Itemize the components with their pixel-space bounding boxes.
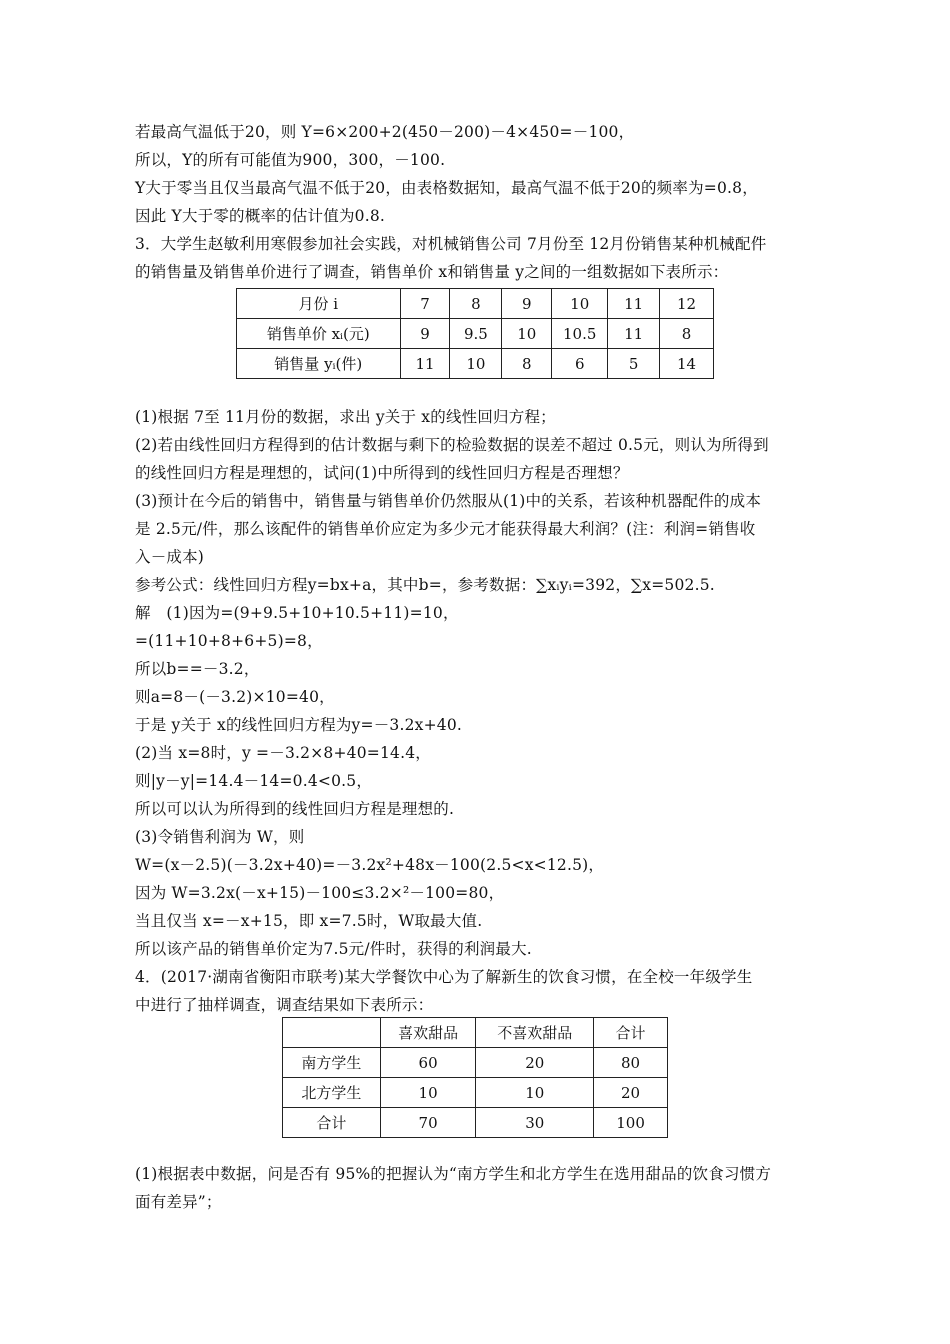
table-cell: 7 bbox=[400, 289, 450, 319]
table-cell: 8 bbox=[660, 319, 714, 349]
text-line: (3)预计在今后的销售中，销售量与销售单价仍然服从(1)中的关系，若该种机器配件的成本 bbox=[135, 492, 762, 510]
table-row bbox=[237, 319, 714, 349]
text-line: 的线性回归方程是理想的，试问(1)中所得到的线性回归方程是否理想？ bbox=[135, 464, 629, 482]
text-line: 的销售量及销售单价进行了调查，销售单价 x和销售量 y之间的一组数据如下表所示： bbox=[135, 263, 729, 281]
table-cell: 月份 i bbox=[237, 289, 401, 319]
table-cell: 6 bbox=[552, 349, 608, 379]
table-cell: 10 bbox=[552, 289, 608, 319]
solution-line: 解 (1)因为=(9+9.5+10+10.5+11)=10， bbox=[135, 604, 459, 622]
table-cell: 8 bbox=[450, 289, 502, 319]
solution-line: (2)当 x=8时，y =－3.2×8+40=14.4， bbox=[135, 744, 431, 762]
table-cell: 12 bbox=[660, 289, 714, 319]
table-cell: 10 bbox=[502, 319, 552, 349]
text-line: 入－成本) bbox=[135, 548, 205, 566]
table-row bbox=[237, 349, 714, 379]
table-cell: 14 bbox=[660, 349, 714, 379]
problem-3-heading: 3．大学生赵敏利用寒假参加社会实践，对机械销售公司 7月份至 12月份销售某种机械配件 bbox=[135, 235, 767, 253]
solution-line: (3)令销售利润为 W，则 bbox=[135, 828, 305, 846]
table-cell: 11 bbox=[608, 319, 660, 349]
text-line: 中进行了抽样调查，调查结果如下表所示： bbox=[135, 996, 434, 1014]
table-cell: 10 bbox=[380, 1078, 476, 1108]
text-line: 是 2.5元/件，那么该配件的销售单价应定为多少元才能获得最大利润？(注：利润=销售收 bbox=[135, 520, 756, 538]
solution-line: 于是 y关于 x的线性回归方程为y=－3.2x+40. bbox=[135, 716, 463, 734]
table-cell: 5 bbox=[608, 349, 660, 379]
table-cell: 20 bbox=[594, 1078, 668, 1108]
table-cell: 20 bbox=[476, 1048, 594, 1078]
sales-data-table bbox=[236, 288, 714, 379]
table-cell: 11 bbox=[400, 349, 450, 379]
text-line: 因此 Y大于零的概率的估计值为0.8. bbox=[135, 207, 386, 225]
solution-line: 所以b==－3.2， bbox=[135, 660, 260, 678]
text-line: 面有差异”； bbox=[135, 1193, 222, 1211]
table-cell: 10.5 bbox=[552, 319, 608, 349]
table-cell: 10 bbox=[476, 1078, 594, 1108]
solution-line: 当且仅当 x=－x+15，即 x=7.5时，W取最大值. bbox=[135, 912, 483, 930]
table-cell: 100 bbox=[594, 1108, 668, 1138]
text-line: (1)根据 7至 11月份的数据，求出 y关于 x的线性回归方程； bbox=[135, 408, 556, 426]
solution-line: 所以该产品的销售单价定为7.5元/件时，获得的利润最大. bbox=[135, 940, 532, 958]
solution-line: 所以可以认为所得到的线性回归方程是理想的. bbox=[135, 800, 455, 818]
solution-line: 则a=8－(－3.2)×10=40， bbox=[135, 688, 335, 706]
table-cell: 11 bbox=[608, 289, 660, 319]
table-cell: 南方学生 bbox=[283, 1048, 381, 1078]
solution-line: =(11+10+8+6+5)=8， bbox=[135, 632, 323, 650]
table-cell bbox=[283, 1018, 381, 1048]
table-cell: 9 bbox=[502, 289, 552, 319]
table-cell: 8 bbox=[502, 349, 552, 379]
text-line: 所以，Y的所有可能值为900，300，－100. bbox=[135, 151, 446, 169]
table-cell: 合计 bbox=[594, 1018, 668, 1048]
text-line: 若最高气温低于20，则 Y=6×200+2(450－200)－4×450=－100， bbox=[135, 123, 635, 141]
table-cell: 销售单价 xᵢ(元) bbox=[237, 319, 401, 349]
table-cell: 9 bbox=[400, 319, 450, 349]
table-cell: 不喜欢甜品 bbox=[476, 1018, 594, 1048]
solution-line: W=(x－2.5)(－3.2x+40)=－3.2x²+48x－100(2.5<x<12.5)， bbox=[135, 856, 605, 874]
reference-formula: 参考公式：线性回归方程y=bx+a，其中b=，参考数据：∑xᵢyᵢ=392，∑x=502.5. bbox=[135, 576, 715, 594]
text-line: (1)根据表中数据，问是否有 95%的把握认为“南方学生和北方学生在选用甜品的饮食习惯方 bbox=[135, 1165, 772, 1183]
table-cell: 销售量 yᵢ(件) bbox=[237, 349, 401, 379]
table-cell: 70 bbox=[380, 1108, 476, 1138]
table-cell: 80 bbox=[594, 1048, 668, 1078]
table-row bbox=[283, 1018, 668, 1048]
problem-4-heading: 4．(2017·湖南省衡阳市联考)某大学餐饮中心为了解新生的饮食习惯，在全校一年级学生 bbox=[135, 968, 753, 986]
table-cell: 30 bbox=[476, 1108, 594, 1138]
table-row bbox=[283, 1078, 668, 1108]
text-line: Y大于零当且仅当最高气温不低于20，由表格数据知，最高气温不低于20的频率为=0.8， bbox=[135, 179, 758, 197]
table-cell: 合计 bbox=[283, 1108, 381, 1138]
table-cell: 喜欢甜品 bbox=[380, 1018, 476, 1048]
survey-table bbox=[282, 1017, 668, 1138]
solution-line: 则|y－y|=14.4－14=0.4<0.5， bbox=[135, 772, 373, 790]
solution-line: 因为 W=3.2x(－x+15)－100≤3.2×²－100=80， bbox=[135, 884, 505, 902]
table-cell: 9.5 bbox=[450, 319, 502, 349]
table-row bbox=[283, 1108, 668, 1138]
table-cell: 60 bbox=[380, 1048, 476, 1078]
table-cell: 10 bbox=[450, 349, 502, 379]
text-line: (2)若由线性回归方程得到的估计数据与剩下的检验数据的误差不超过 0.5元，则认为所得到 bbox=[135, 436, 769, 454]
table-row bbox=[237, 289, 714, 319]
table-row bbox=[283, 1048, 668, 1078]
table-cell: 北方学生 bbox=[283, 1078, 381, 1108]
